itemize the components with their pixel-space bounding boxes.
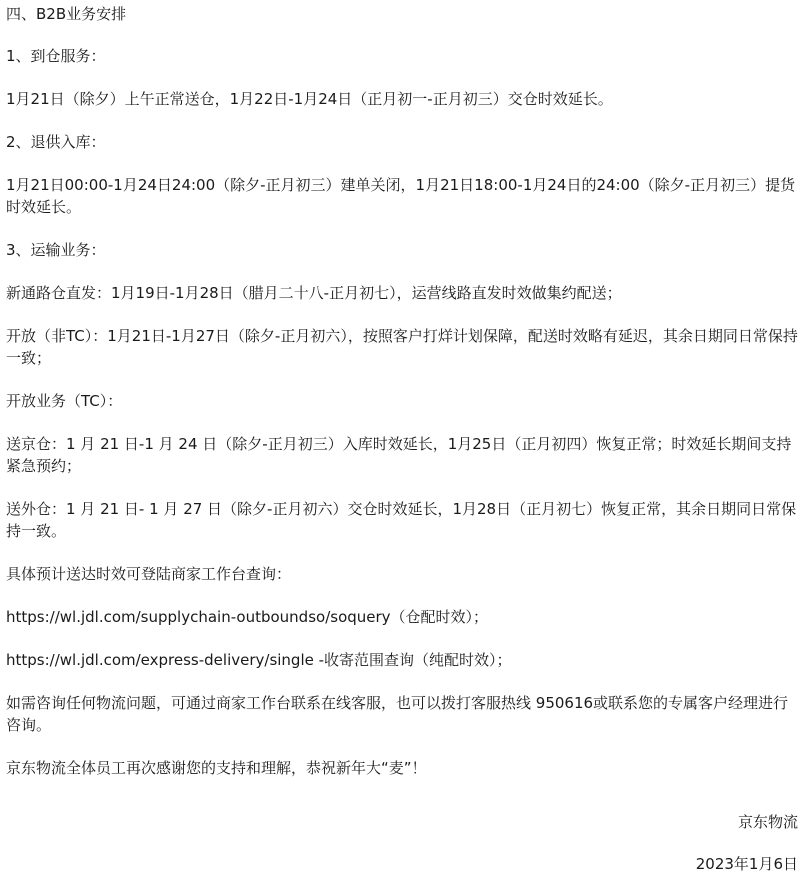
section-title: 四、B2B业务安排 bbox=[6, 5, 127, 23]
query-intro: 具体预计送达时效可登陆商家工作台查询： bbox=[6, 565, 292, 583]
contact-paragraph: 如需咨询任何物流问题，可通过商家工作台联系在线客服，也可以拨打客服热线 950616或联系您的专属客户经理进行咨询。 bbox=[6, 694, 789, 734]
link-delivery-range[interactable]: https://wl.jdl.com/express-delivery/single -收寄范围查询（纯配时效）； bbox=[6, 651, 512, 669]
item-heading-arrival: 1、到仓服务： bbox=[6, 47, 106, 65]
item-paragraph: 开放业务（TC）： bbox=[6, 392, 123, 410]
thanks-paragraph: 京东物流全体员工再次感谢您的支持和理解，恭祝新年大“麦”！ bbox=[6, 759, 427, 777]
notice-document bbox=[6, 0, 800, 779]
item-paragraph: 1月21日（除夕）上午正常送仓，1月22日-1月24日（正月初一-正月初三）交仓时效延长。 bbox=[6, 90, 613, 108]
item-paragraph: 1月21日00:00-1月24日24:00（除夕-正月初三）建单关闭，1月21日18:00-1月24日的24:00（除夕-正月初三）提货时效延长。 bbox=[6, 176, 796, 216]
item-heading-transport: 3、运输业务： bbox=[6, 241, 106, 259]
item-paragraph: 开放（非TC）：1月21日-1月27日（除夕-正月初六），按照客户打烊计划保障，配送时效略有延迟，其余日期同日常保持一致； bbox=[6, 327, 798, 367]
item-paragraph: 送外仓：1 月 21 日- 1 月 27 日（除夕-正月初六）交仓时效延长，1月28日（正月初七）恢复正常，其余日期同日常保持一致。 bbox=[6, 500, 797, 540]
item-heading-returns: 2、退供入库： bbox=[6, 133, 106, 151]
signature-org: 京东物流 bbox=[737, 813, 798, 831]
link-warehouse-timeliness[interactable]: https://wl.jdl.com/supplychain-outboundso/soquery（仓配时效）； bbox=[6, 608, 489, 626]
item-paragraph: 送京仓：1 月 21 日-1 月 24 日（除夕-正月初三）入库时效延长，1月25日（正月初四）恢复正常；时效延长期间支持紧急预约； bbox=[6, 435, 792, 475]
signature-date: 2023年1月6日 bbox=[695, 855, 798, 873]
item-paragraph: 新通路仓直发：1月19日-1月28日（腊月二十八-正月初七），运营线路直发时效做集约配送； bbox=[6, 284, 622, 302]
